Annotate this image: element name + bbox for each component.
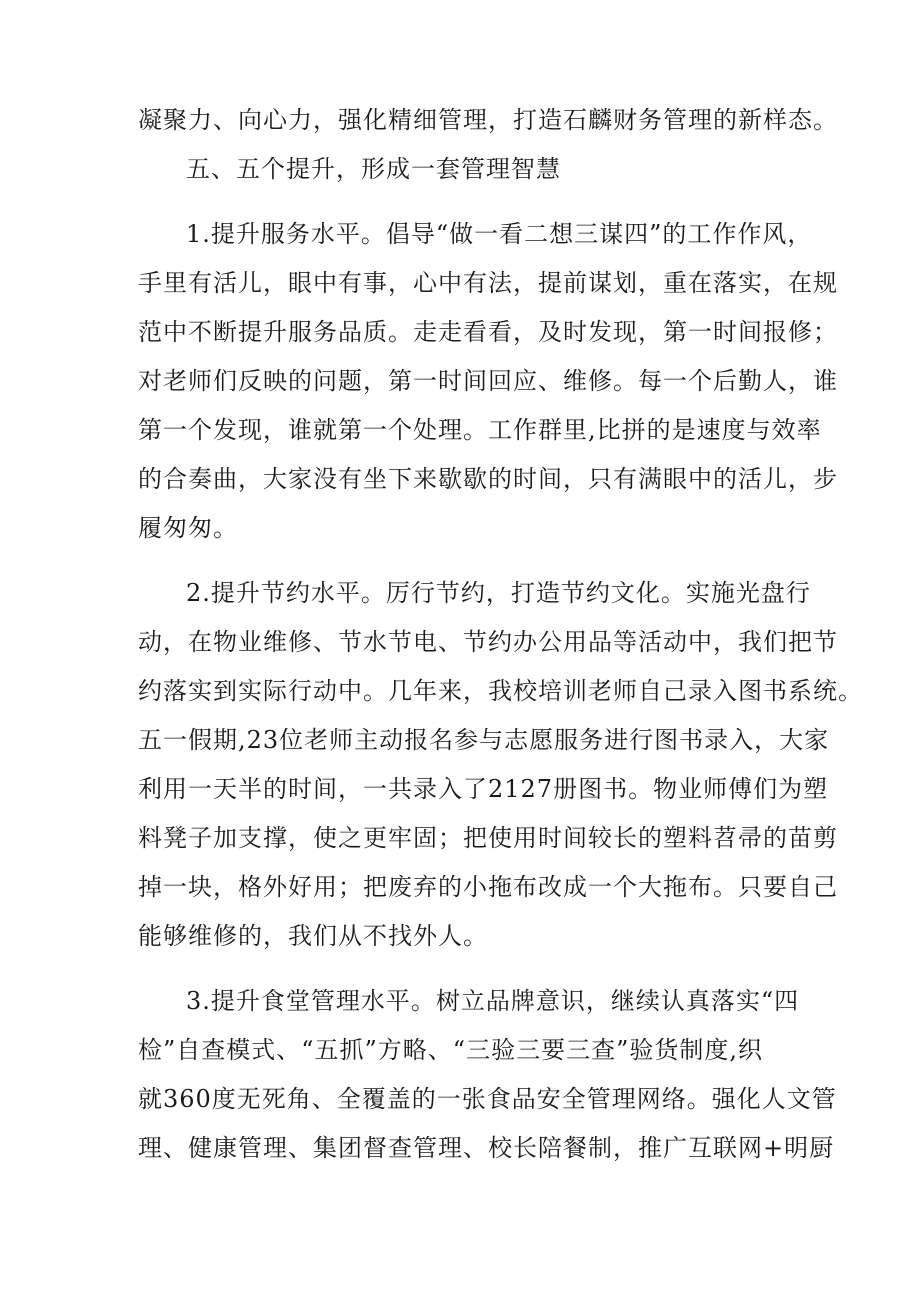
text-line: 动，在物业维修、节水节电、节约办公用品等活动中，我们把节 — [138, 628, 838, 656]
paragraph-saving — [138, 569, 863, 961]
text-line: 理、健康管理、集团督查管理、校长陪餐制，推广互联网+明厨 — [138, 1134, 835, 1162]
text-line: 2.提升节约水平。厉行节约，打造节约文化。实施光盘行 — [186, 579, 811, 607]
paragraph-service — [138, 210, 838, 553]
text-line: 范中不断提升服务品质。走走看看，及时发现，第一时间报修； — [138, 318, 838, 346]
text-line: 料凳子加支撑，使之更牢固；把使用时间较长的塑料苕帚的苗剪 — [138, 824, 838, 852]
text-line: 能够维修的，我们从不找外人。 — [138, 922, 488, 950]
text-line: 约落实到实际行动中。几年来，我校培训老师自己录入图书系统。 — [138, 677, 863, 705]
text-line: 履匆匆。 — [138, 514, 238, 542]
text-line: 的合奏曲，大家没有坐下来歇歇的时间，只有满眼中的活儿，步 — [138, 465, 838, 493]
text-line: 掉一块，格外好用；把废弃的小拖布改成一个大拖布。只要自己 — [138, 873, 838, 901]
text-line: 五一假期,23位老师主动报名参与志愿服务进行图书录入，大家 — [138, 726, 830, 754]
text-line: 第一个发现，谁就第一个处理。工作群里,比拼的是速度与效率 — [138, 416, 822, 444]
text-line: 检”自查模式、“五抓”方略、“三验三要三查”验货制度,织 — [138, 1036, 763, 1064]
text-line: 凝聚力、向心力，强化精细管理，打造石麟财务管理的新样态。 — [138, 106, 838, 134]
text-line: 就360度无死角、全覆盖的一张食品安全管理网络。强化人文管 — [138, 1085, 837, 1113]
text-line: 利用一天半的时间，一共录入了2127册图书。物业师傅们为塑 — [138, 775, 829, 803]
text-line: 1.提升服务水平。倡导“做一看二想三谋四”的工作作风， — [186, 220, 813, 248]
paragraph-canteen — [138, 977, 837, 1173]
document-body — [138, 96, 863, 1173]
section-heading: 五、五个提升，形成一套管理智慧 — [186, 155, 561, 183]
text-line: 对老师们反映的问题，第一时间回应、维修。每一个后勤人，谁 — [138, 367, 838, 395]
text-line: 3.提升食堂管理水平。树立品牌意识，继续认真落实“四 — [186, 987, 800, 1015]
text-line: 手里有活儿，眼中有事，心中有法，提前谋划，重在落实，在规 — [138, 269, 838, 297]
